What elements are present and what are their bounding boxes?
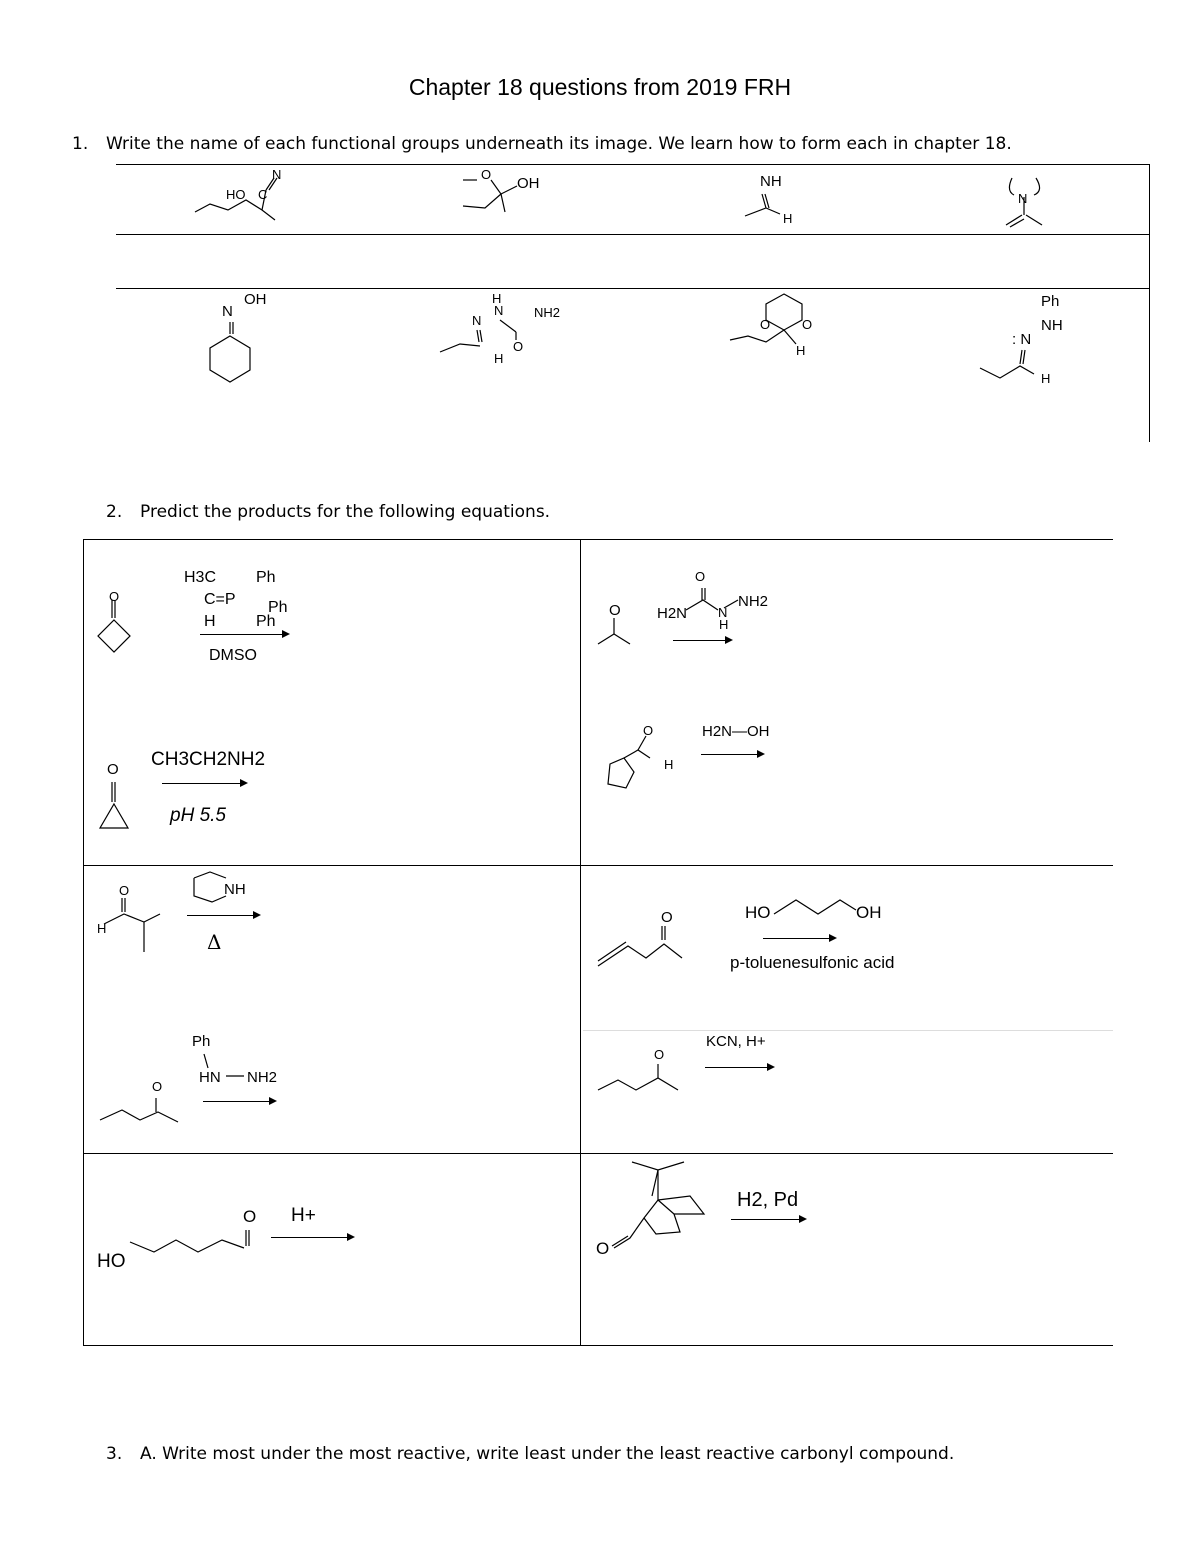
pyrrolidine-heat-label: Δ (207, 930, 222, 954)
table-2-left-border (83, 539, 84, 1346)
semicarbazone-h2-label: H (494, 351, 504, 366)
semicarbazide-nh2-label: NH2 (738, 593, 769, 610)
table-2-top-border (83, 539, 1113, 540)
wittig-h3c-label: H3C (184, 569, 217, 586)
cyanide-reagent-label: KCN, H+ (706, 1033, 766, 1050)
hydrazone-nh-label: NH (1041, 317, 1063, 334)
acetal-h-label: H (796, 343, 806, 358)
hemiacetal-o-label: O (243, 1207, 257, 1226)
ethylamine-arrow (162, 783, 246, 784)
hydroxylamine-arrow (701, 754, 763, 755)
phenylhydrazine-o-label: O (152, 1079, 163, 1094)
pyrrolidine-nh-label: NH (224, 881, 246, 898)
wittig-o-label: O (109, 589, 120, 604)
semicarbazone-n1-label: N (472, 313, 482, 328)
question-3-number: 3. (106, 1444, 123, 1464)
pyrrolidine-o-label: O (119, 883, 130, 898)
glycol-oh-label: OH (856, 903, 882, 922)
question-2-number: 2. (106, 502, 123, 522)
phenylhydrazine-ph-label: Ph (192, 1033, 211, 1050)
table-1-right-border (1149, 164, 1150, 442)
wittig-cp-label: C=P (204, 591, 236, 608)
table-1-top-border (116, 164, 1150, 165)
table-1-row-divider (116, 234, 1150, 235)
hydroxylamine-o-label: O (643, 723, 654, 738)
semicarbazide-substrate-o: O (609, 602, 621, 619)
enamine-n-label: N (1018, 191, 1028, 206)
hydrogenation-arrow (731, 1219, 805, 1220)
wittig-ph2-label: Ph (268, 599, 288, 616)
semicarbazide-n-label: N (718, 605, 728, 620)
phenylhydrazine-arrow (203, 1101, 275, 1102)
semicarbazone-h-label: H (492, 291, 502, 306)
semicarbazide-arrow (673, 640, 731, 641)
table-1-row-divider-2 (116, 288, 1150, 289)
glycol-o-label: O (661, 909, 673, 926)
acetal-o2-label: O (802, 317, 813, 332)
cyanohydrin-n-label: N (272, 167, 282, 182)
hemiacetal-ho-label: HO (97, 1251, 126, 1272)
wittig-arrow (200, 634, 288, 635)
glycol-arrow (763, 938, 835, 939)
hemiacetal-reagent-label: H+ (291, 1205, 316, 1226)
hydrazone-ph-label: Ph (1041, 293, 1060, 310)
ethylamine-o-label: O (107, 761, 119, 778)
hydroxylamine-h-label: H (664, 757, 674, 772)
imine-nh-label: NH (760, 173, 782, 190)
table-2-faint-divider (583, 1030, 1113, 1031)
glycol-catalyst-label: p-toluenesulfonic acid (730, 953, 895, 972)
ketal-oh-label: OH (517, 175, 540, 192)
glycol-ho-label: HO (745, 903, 771, 922)
table-2-row-divider-2 (83, 1153, 1113, 1154)
semicarbazone-n2-label: N (494, 303, 504, 318)
oxime-n-label: N (222, 303, 233, 320)
wittig-ph1-label: Ph (256, 569, 276, 586)
hydrazone-n-label: : N (1012, 331, 1032, 348)
oxime-oh-label: OH (244, 291, 267, 308)
hemiacetal-arrow (271, 1237, 353, 1238)
cyanide-o-label: O (654, 1047, 665, 1062)
semicarbazide-h2n-label: H2N (657, 605, 688, 622)
imine-h-label: H (783, 211, 793, 226)
phenylhydrazine-hn-label: HN (199, 1069, 221, 1086)
table-2-row-divider (83, 865, 1113, 866)
hydroxylamine-reagent-label: H2N—OH (702, 723, 770, 740)
cyanide-arrow (705, 1067, 773, 1068)
semicarbazone-nh2-label: NH2 (534, 305, 561, 320)
wittig-solvent-label: DMSO (209, 647, 257, 664)
question-2-text: Predict the products for the following equations. (140, 502, 551, 522)
phenylhydrazine-nh2-label: NH2 (247, 1069, 278, 1086)
semicarbazide-o-label: O (695, 569, 706, 584)
semicarbazide-h-label: H (719, 617, 729, 632)
question-3-text: A. Write most under the most reactive, write least under the least reactive carbonyl compound. (140, 1444, 955, 1464)
ethylamine-ph-label: pH 5.5 (170, 805, 226, 826)
cyanohydrin-c-label: C (258, 187, 268, 202)
pyrrolidine-arrow (187, 915, 259, 916)
hydrazone-h-label: H (1041, 371, 1051, 386)
ethylamine-reagent-label: CH3CH2NH2 (151, 749, 266, 770)
semicarbazone-o-label: O (513, 339, 524, 354)
pyrrolidine-h-label: H (97, 921, 107, 936)
acetal-o1-label: O (760, 317, 771, 332)
page-title: Chapter 18 questions from 2019 FRH (408, 74, 792, 100)
wittig-ph3-label: Ph (256, 613, 276, 630)
question-1-text: Write the name of each functional groups underneath its image. We learn how to form each in chapter 18. (106, 134, 1012, 154)
cyanohydrin-ho-label: HO (226, 187, 246, 202)
question-1-number: 1. (72, 134, 89, 154)
ketal-o-label: O (481, 167, 492, 182)
table-2-middle-border (580, 539, 581, 1346)
hydrogenation-reagent-label: H2, Pd (737, 1189, 799, 1211)
hydrogenation-o-label: O (596, 1239, 610, 1258)
wittig-h-label: H (204, 613, 216, 630)
table-2-bottom-border (83, 1345, 1113, 1346)
